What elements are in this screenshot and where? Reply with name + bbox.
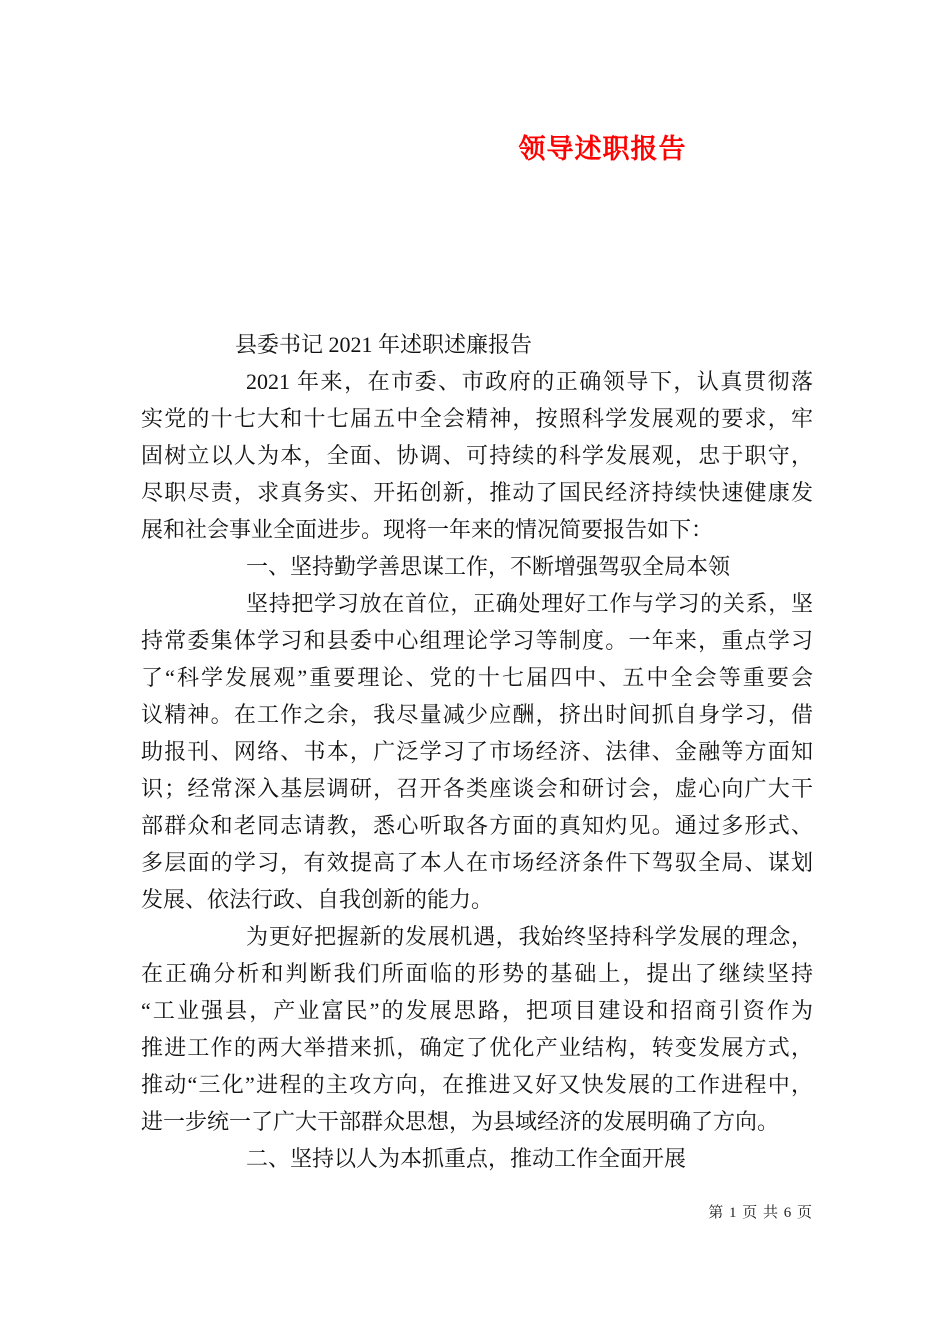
document-line: 在正确分析和判断我们所面临的形势的基础上，提出了继续坚持: [141, 961, 813, 986]
document-line: “工业强县，产业富民”的发展思路，把项目建设和招商引资作为: [141, 998, 813, 1023]
document-body: [141, 326, 813, 1177]
document-line: 坚持把学习放在首位，正确处理好工作与学习的关系，坚: [246, 591, 813, 616]
document-line: 议精神。在工作之余，我尽量减少应酬，挤出时间抓自身学习，借: [141, 702, 813, 727]
document-line: 推动“三化”进程的主攻方向，在推进又好又快发展的工作进程中，: [141, 1072, 813, 1097]
document-line: 二、坚持以人为本抓重点，推动工作全面开展: [246, 1146, 687, 1171]
document-line: 尽职尽责，求真务实、开拓创新，推动了国民经济持续快速健康发: [141, 480, 813, 505]
document-line: 固树立以人为本，全面、协调、可持续的科学发展观，忠于职守，: [141, 443, 813, 468]
document-line: 持常委集体学习和县委中心组理论学习等制度。一年来，重点学习: [141, 628, 813, 653]
document-line: 展和社会事业全面进步。现将一年来的情况简要报告如下：: [141, 517, 714, 542]
document-line: 2021 年来，在市委、市政府的正确领导下，认真贯彻落: [246, 369, 813, 394]
document-line: 助报刊、网络、书本，广泛学习了市场经济、法律、金融等方面知: [141, 739, 813, 764]
document-line: 了“科学发展观”重要理论、党的十七届四中、五中全会等重要会: [141, 665, 813, 690]
document-line: 多层面的学习，有效提高了本人在市场经济条件下驾驭全局、谋划: [141, 850, 813, 875]
document-line: 推进工作的两大举措来抓，确定了优化产业结构，转变发展方式，: [141, 1035, 813, 1060]
document-line: 部群众和老同志请教，悉心听取各方面的真知灼见。通过多形式、: [141, 813, 813, 838]
document-line: 一、坚持勤学善思谋工作，不断增强驾驭全局本领: [246, 554, 731, 579]
document-line: 进一步统一了广大干部群众思想，为县域经济的发展明确了方向。: [141, 1109, 780, 1134]
document-line: 识；经常深入基层调研，召开各类座谈会和研讨会，虚心向广大干: [141, 776, 813, 801]
document-line: 发展、依法行政、自我创新的能力。: [141, 887, 494, 912]
document-line: 实党的十七大和十七届五中全会精神，按照科学发展观的要求，牢: [141, 406, 813, 431]
document-line: 县委书记 2021 年述职述廉报告: [235, 332, 533, 357]
document-title: 领导述职报告: [518, 134, 687, 164]
page-number: 第 1 页 共 6 页: [708, 1205, 813, 1221]
document-line: 为更好把握新的发展机遇，我始终坚持科学发展的理念，: [246, 924, 813, 949]
